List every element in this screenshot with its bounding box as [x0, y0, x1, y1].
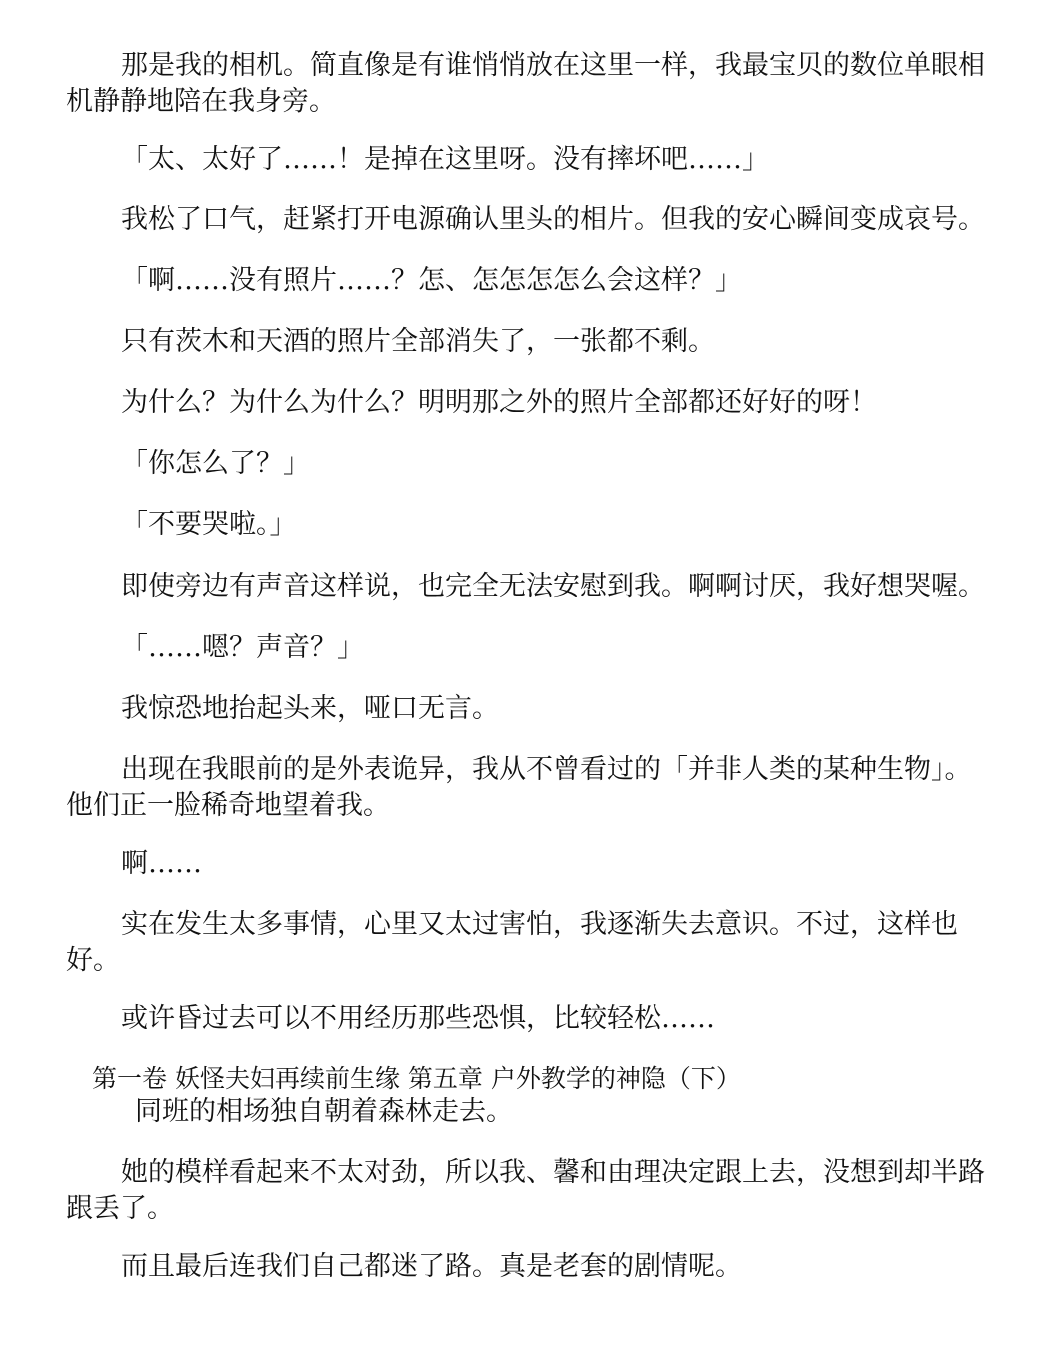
paragraph-dialogue-dont-cry: 「不要哭啦。」: [121, 509, 297, 540]
paragraph-lost: 而且最后连我们自己都迷了路。真是老套的剧情呢。: [121, 1251, 742, 1282]
chapter-heading: 第一卷 妖怪夫妇再续前生缘 第五章 户外教学的神隐（下）: [92, 1064, 741, 1093]
paragraph-photos-gone: 只有茨木和天酒的照片全部消失了，一张都不剩。: [121, 326, 715, 357]
paragraph-dialogue-relief: 「太、太好了……！是掉在这里呀。没有摔坏吧……」: [121, 144, 769, 175]
paragraph-creatures: 出现在我眼前的是外表诡异，我从不曾看过的「并非人类的某种生物」。他们正一脸稀奇地望着我。: [66, 754, 972, 821]
paragraph-check-photos: 我松了口气，赶紧打开电源确认里头的相片。但我的安心瞬间变成哀号。: [121, 204, 985, 235]
paragraph-dialogue-no-photos: 「啊……没有照片……？怎、怎怎怎怎么会这样？」: [121, 265, 742, 296]
paragraph-losing-consciousness: 实在发生太多事情，心里又太过害怕，我逐渐失去意识。不过，这样也好。: [66, 909, 958, 976]
paragraph-follow: 她的模样看起来不太对劲，所以我、馨和由理决定跟上去，没想到却半路跟丢了。: [66, 1157, 985, 1224]
paragraph-speechless: 我惊恐地抬起头来，哑口无言。: [121, 693, 499, 724]
paragraph-fainting: 或许昏过去可以不用经历那些恐惧，比较轻松……: [121, 1003, 715, 1034]
paragraph-dialogue-voice: 「……嗯？声音？」: [121, 632, 364, 663]
paragraph-why: 为什么？为什么为什么？明明那之外的照片全部都还好好的呀！: [121, 387, 877, 418]
paragraph-ah: 啊……: [121, 848, 202, 879]
paragraph-classmate-forest: 同班的相场独自朝着森林走去。: [135, 1096, 513, 1127]
paragraph-dialogue-whats-wrong: 「你怎么了？」: [121, 448, 310, 479]
paragraph-no-comfort: 即使旁边有声音这样说，也完全无法安慰到我。啊啊讨厌，我好想哭喔。: [121, 571, 985, 602]
paragraph-camera: 那是我的相机。简直像是有谁悄悄放在这里一样，我最宝贝的数位单眼相机静静地陪在我身旁。: [66, 50, 985, 117]
